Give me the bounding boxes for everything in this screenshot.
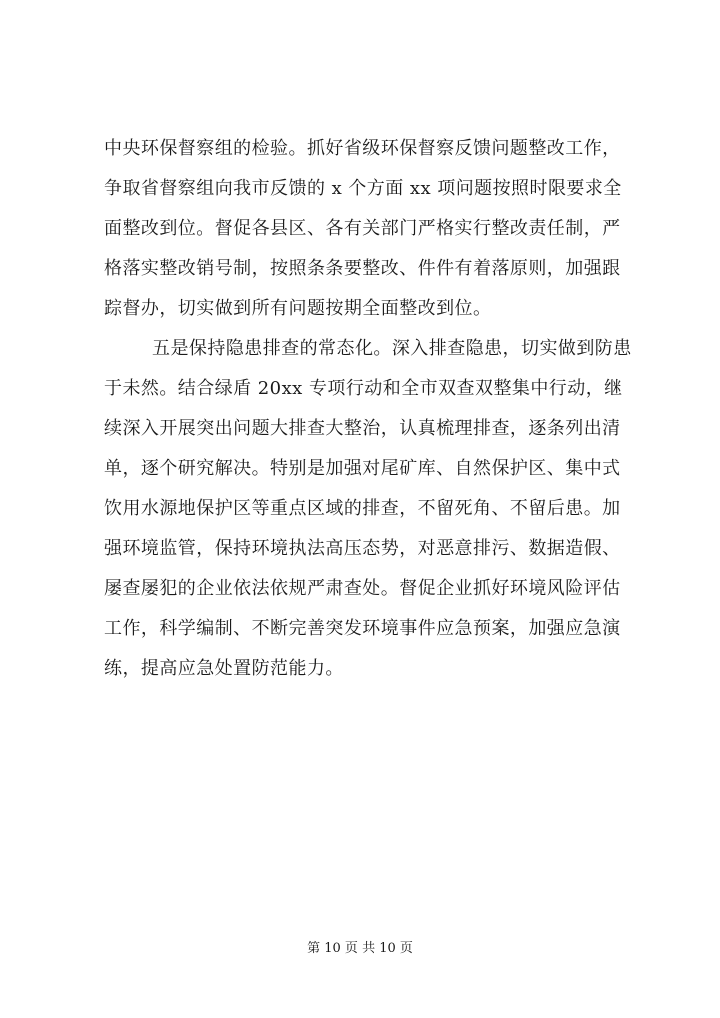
text-line: 争取省督察组向我市反馈的 x 个方面 xx 项问题按照时限要求全 <box>104 178 622 199</box>
text-line: 单，逐个研究解决。特别是加强对尾矿库、自然保护区、集中式 <box>104 458 621 479</box>
document-body <box>104 129 636 689</box>
page-number-footer: 第 10 页 共 10 页 <box>307 941 413 956</box>
text-line: 踪督办，切实做到所有问题按期全面整改到位。 <box>104 298 492 319</box>
text-line: 屡查屡犯的企业依法依规严肃查处。督促企业抓好环境风险评估 <box>104 578 621 599</box>
text-line: 强环境监管，保持环境执法高压态势，对恶意排污、数据造假、 <box>104 538 621 559</box>
text-line: 格落实整改销号制，按照条条要整改、件件有着落原则，加强跟 <box>104 258 621 279</box>
text-line: 于未然。结合绿盾 20xx 专项行动和全市双查双整集中行动，继 <box>104 378 623 399</box>
text-line: 工作，科学编制、不断完善突发环境事件应急预案，加强应急演 <box>104 618 621 639</box>
text-line: 中央环保督察组的检验。抓好省级环保督察反馈问题整改工作， <box>104 138 621 159</box>
text-line: 练，提高应急处置防范能力。 <box>104 658 344 679</box>
text-line: 续深入开展突出问题大排查大整治，认真梳理排查，逐条列出清 <box>104 418 621 439</box>
paragraph-start-line: 五是保持隐患排查的常态化。深入排查隐患，切实做到防患 <box>152 338 632 359</box>
text-line: 面整改到位。督促各县区、各有关部门严格实行整改责任制，严 <box>104 218 621 239</box>
text-line: 饮用水源地保护区等重点区域的排查，不留死角、不留后患。加 <box>104 498 621 519</box>
